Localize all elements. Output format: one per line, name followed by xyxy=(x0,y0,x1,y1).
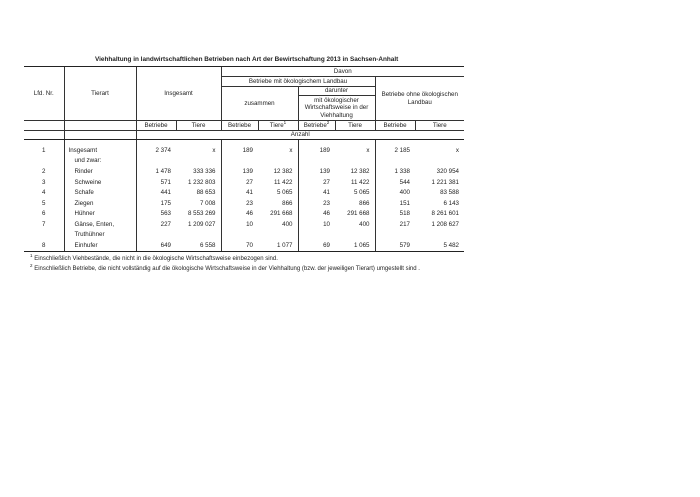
cell-dar-tiere: 12 382 xyxy=(350,167,370,175)
footnote-2: $^2$ Einschließlich Betriebe, die nicht vollständig auf die ökologische Wirtschaftsweise in der Viehhaltung (bzw. der jeweiligen Tierart) umgestellt sind . xyxy=(30,263,420,272)
table-row xyxy=(24,145,464,156)
row-tierart: Truthühner xyxy=(64,230,136,241)
footnote-1: $^1$ Einschließlich Viehbestände, die nicht in die ökologische Wirtschaftsweise einbezogen sind. xyxy=(30,253,278,262)
cell-dar-betriebe: 69 xyxy=(298,240,335,251)
row-nr: 2 xyxy=(42,167,46,175)
unit-label: Anzahl xyxy=(136,131,464,140)
row-tierart: Schafe xyxy=(64,187,136,198)
cell-zus-tiere: 291 668 xyxy=(270,210,293,218)
cell-ins-tiere: x xyxy=(212,146,216,154)
cell-ins-betriebe: 649 xyxy=(136,240,176,251)
cell-zus-tiere: 12 382 xyxy=(273,167,293,175)
cell-ins-betriebe xyxy=(136,156,176,167)
cell-dar-betriebe: 23 xyxy=(298,198,335,209)
header-betriebe-mit-oeko: Betriebe mit ökologischem Landbau xyxy=(221,77,375,87)
cell-ohne-tiere: 83 588 xyxy=(440,189,459,197)
cell-ohne-tiere xyxy=(415,230,464,241)
cell-ohne-betriebe: 217 xyxy=(375,219,415,230)
cell-dar-tiere: 1 065 xyxy=(335,240,375,251)
table-row xyxy=(24,187,464,198)
col-ohne-tiere: Tiere xyxy=(415,121,464,131)
cell-zus-betriebe xyxy=(221,156,258,167)
table-row xyxy=(24,219,464,230)
cell-dar-tiere xyxy=(335,156,375,167)
cell-ins-tiere xyxy=(176,156,221,167)
cell-zus-tiere: x xyxy=(289,146,293,154)
cell-ins-tiere: 7 008 xyxy=(200,199,216,207)
row-nr: 4 xyxy=(42,189,46,197)
cell-dar-tiere: 866 xyxy=(359,199,370,207)
cell-ohne-betriebe: 1 338 xyxy=(375,166,415,177)
table-row xyxy=(24,198,464,209)
col-ins-tiere: Tiere xyxy=(176,121,221,131)
cell-ohne-betriebe xyxy=(375,230,415,241)
cell-zus-betriebe: 46 xyxy=(221,209,258,220)
cell-dar-betriebe xyxy=(298,156,335,167)
row-nr: 3 xyxy=(42,178,46,186)
cell-ins-betriebe xyxy=(136,230,176,241)
cell-ohne-tiere: 5 482 xyxy=(415,240,464,251)
cell-ins-betriebe: 227 xyxy=(136,219,176,230)
cell-ins-tiere xyxy=(176,230,221,241)
cell-dar-tiere: x xyxy=(366,146,370,154)
cell-ins-betriebe: 175 xyxy=(136,198,176,209)
header-davon: Davon xyxy=(221,67,464,77)
cell-zus-betriebe xyxy=(221,230,258,241)
row-nr: 8 xyxy=(24,240,64,251)
col-ohne-betriebe: Betriebe xyxy=(375,121,415,131)
row-tierart: Ziegen xyxy=(64,198,136,209)
row-tierart: Rinder xyxy=(64,166,136,177)
cell-ins-betriebe: 563 xyxy=(136,209,176,220)
header-oeko-wirtschaftsweise: mit ökologischer Wirtschaftsweise in der Viehhaltung xyxy=(298,96,375,121)
row-tierart: und zwar: xyxy=(64,156,136,167)
cell-ins-tiere: 1 209 027 xyxy=(187,220,216,228)
table-title: Viehhaltung in landwirtschaftlichen Betrieben nach Art der Bewirtschaftung 2013 in Sachsen-Anhalt xyxy=(95,56,399,63)
cell-zus-betriebe: 41 xyxy=(221,187,258,198)
cell-dar-betriebe: 139 xyxy=(298,166,335,177)
cell-ohne-betriebe: 544 xyxy=(375,177,415,188)
cell-dar-betriebe: 10 xyxy=(298,219,335,230)
row-tierart: Schweine xyxy=(64,177,136,188)
cell-zus-tiere xyxy=(258,156,298,167)
cell-ins-betriebe: 1 478 xyxy=(136,166,176,177)
cell-ins-betriebe: 441 xyxy=(136,187,176,198)
cell-dar-tiere xyxy=(335,230,375,241)
cell-ohne-tiere: 1 221 381 xyxy=(431,178,459,186)
table-row xyxy=(24,240,464,251)
header-zusammen: zusammen xyxy=(221,87,298,121)
row-nr: 7 xyxy=(42,220,46,228)
cell-ohne-tiere: 6 143 xyxy=(443,199,459,207)
cell-zus-tiere: 866 xyxy=(282,199,293,207)
cell-dar-betriebe: 46 xyxy=(298,209,335,220)
cell-zus-betriebe: 23 xyxy=(221,198,258,209)
table-body xyxy=(24,140,464,252)
cell-ins-tiere: 6 558 xyxy=(176,240,221,251)
cell-dar-betriebe xyxy=(298,230,335,241)
cell-ohne-betriebe: 579 xyxy=(375,240,415,251)
table-row xyxy=(24,156,464,167)
cell-dar-tiere: 291 668 xyxy=(347,210,370,218)
cell-ohne-betriebe: 151 xyxy=(375,198,415,209)
header-tierart: Tierart xyxy=(64,67,136,121)
cell-ins-tiere: 333 336 xyxy=(193,167,216,175)
row-nr: 5 xyxy=(42,199,46,207)
header-lfd-nr: Lfd. Nr. xyxy=(24,67,64,121)
col-dar-tiere: Tiere xyxy=(335,121,375,131)
col-ins-betriebe: Betriebe xyxy=(136,121,176,131)
table-row xyxy=(24,230,464,241)
cell-zus-betriebe: 27 xyxy=(221,177,258,188)
header-darunter: darunter xyxy=(298,87,375,96)
header-betriebe-ohne-oeko: Betriebe ohne ökologischen Landbau xyxy=(375,77,464,121)
cell-dar-betriebe: 189 xyxy=(298,145,335,156)
col-zus-tiere: Tiere$^1$ xyxy=(258,121,298,131)
row-nr xyxy=(24,156,64,167)
cell-zus-betriebe: 10 xyxy=(221,219,258,230)
cell-ins-betriebe: 2 374 xyxy=(136,145,176,156)
col-dar-betriebe: Betriebe$^2$ xyxy=(298,121,335,131)
cell-zus-betriebe: 70 xyxy=(221,240,258,251)
cell-zus-tiere: 5 065 xyxy=(277,189,293,197)
cell-ohne-tiere: 8 261 601 xyxy=(431,210,459,218)
cell-dar-betriebe: 41 xyxy=(298,187,335,198)
cell-ohne-tiere: 1 208 627 xyxy=(431,220,459,228)
row-tierart: Hühner xyxy=(64,209,136,220)
row-tierart: Insgesamt xyxy=(64,145,136,156)
row-tierart: Einhufer xyxy=(64,240,136,251)
cell-dar-tiere: 11 422 xyxy=(351,178,370,186)
row-tierart: Gänse, Enten, xyxy=(64,219,136,230)
cell-ohne-betriebe: 2 185 xyxy=(375,145,415,156)
cell-ohne-betriebe: 518 xyxy=(375,209,415,220)
cell-ohne-tiere xyxy=(415,156,464,167)
table-row xyxy=(24,177,464,188)
cell-ohne-tiere: 320 954 xyxy=(436,167,459,175)
cell-zus-tiere: 400 xyxy=(282,220,293,228)
cell-ins-tiere: 88 653 xyxy=(196,189,216,197)
cell-dar-tiere: 400 xyxy=(359,220,370,228)
table-row xyxy=(24,209,464,220)
cell-ohne-tiere: x xyxy=(455,146,459,154)
col-zus-betriebe: Betriebe xyxy=(221,121,258,131)
cell-dar-betriebe: 27 xyxy=(298,177,335,188)
cell-ohne-betriebe xyxy=(375,156,415,167)
cell-ins-tiere: 1 232 803 xyxy=(187,178,216,186)
cell-ohne-betriebe: 400 xyxy=(375,187,415,198)
cell-ins-tiere: 8 553 269 xyxy=(187,210,216,218)
cell-zus-tiere xyxy=(258,230,298,241)
row-nr: 1 xyxy=(42,146,46,154)
header-insgesamt: Insgesamt xyxy=(136,67,221,121)
table-row xyxy=(24,166,464,177)
cell-zus-tiere: 11 422 xyxy=(274,178,293,186)
row-nr: 6 xyxy=(42,210,46,218)
cell-ins-betriebe: 571 xyxy=(136,177,176,188)
row-nr xyxy=(24,230,64,241)
cell-zus-betriebe: 139 xyxy=(221,166,258,177)
cell-zus-tiere: 1 077 xyxy=(258,240,298,251)
livestock-table xyxy=(24,66,464,252)
cell-zus-betriebe: 189 xyxy=(221,145,258,156)
cell-dar-tiere: 5 065 xyxy=(354,189,370,197)
